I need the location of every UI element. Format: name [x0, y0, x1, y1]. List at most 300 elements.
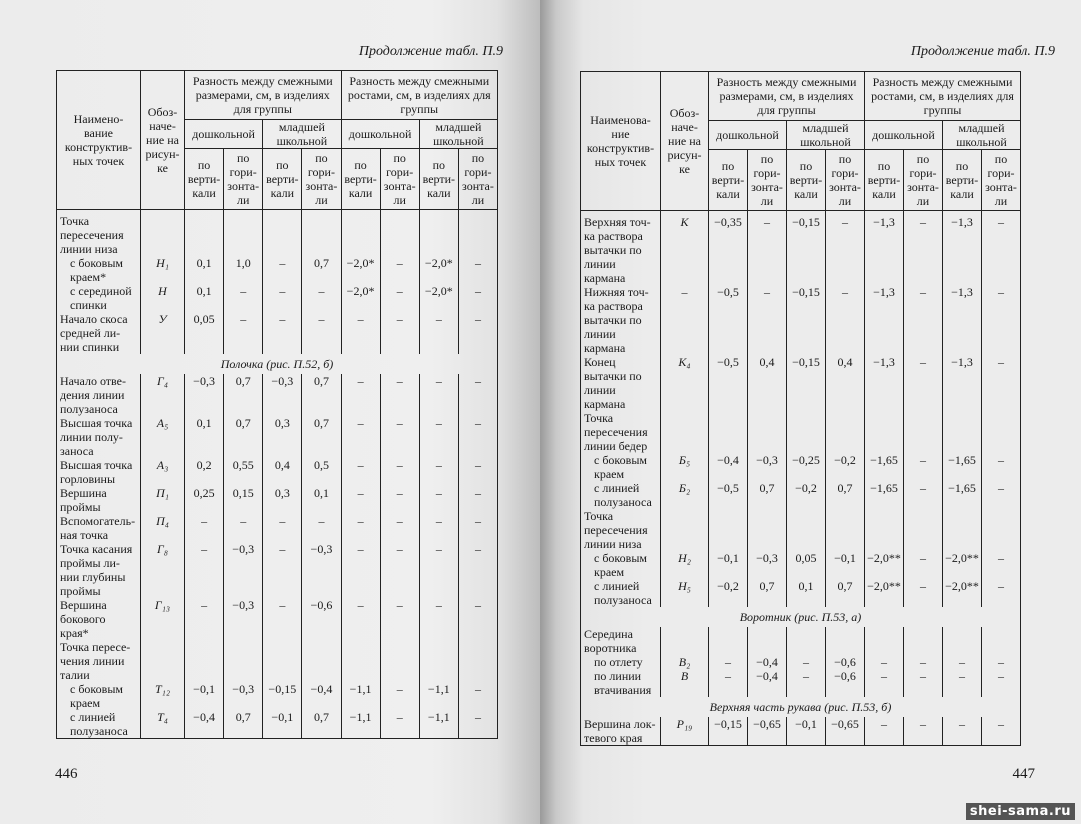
point-name: [57, 514, 141, 542]
value-cell: –: [419, 486, 458, 514]
table-row: [57, 416, 498, 458]
point-name: [57, 374, 141, 416]
designation: П₁: [141, 486, 185, 514]
text-line: чения линии: [60, 654, 125, 668]
value-cell: –: [904, 669, 943, 697]
value-cell: –: [380, 458, 419, 486]
point-name: [581, 579, 661, 607]
text-line: Точка: [584, 411, 614, 425]
value-cell: –: [982, 453, 1021, 481]
table-p9-right: [580, 71, 1021, 746]
section-title: Воротник (рис. П.53, а): [581, 607, 1021, 627]
table-row: [581, 579, 1021, 607]
value-cell: −0,3: [748, 453, 787, 481]
value-cell: [982, 411, 1021, 453]
value-cell: [904, 509, 943, 551]
value-cell: [185, 640, 224, 682]
text-line: дения линии: [60, 388, 125, 402]
text-line: краем: [594, 565, 625, 579]
value-cell: –: [341, 542, 380, 598]
header-horizontal: по гори-зонта-ли: [904, 150, 943, 211]
value-cell: –: [302, 312, 341, 354]
text-line: Наимено-: [73, 112, 124, 126]
value-cell: −0,25: [787, 453, 826, 481]
value-cell: −0,5: [709, 355, 748, 411]
header-designation: [661, 72, 709, 211]
header-group-heights: Разность между смежными ростами, см, в изделиях для группы: [341, 71, 498, 120]
value-cell: −0,2: [826, 453, 865, 481]
value-cell: −1,1: [419, 710, 458, 739]
value-cell: 0,1: [302, 486, 341, 514]
text-line: средней ли-: [60, 326, 121, 340]
value-cell: −1,65: [943, 453, 982, 481]
text-line: Нижняя точ-: [584, 285, 649, 299]
designation: Р₁₉: [661, 717, 709, 746]
value-cell: [224, 210, 263, 257]
value-cell: [380, 210, 419, 257]
value-cell: –: [709, 669, 748, 697]
value-cell: –: [982, 481, 1021, 509]
value-cell: [982, 509, 1021, 551]
value-cell: –: [263, 256, 302, 284]
text-line: пересечения: [584, 523, 648, 537]
page-number: 447: [1012, 766, 1035, 782]
value-cell: 0,25: [185, 486, 224, 514]
text-line: вытачки по: [584, 369, 642, 383]
text-line: Середина: [584, 627, 633, 641]
text-line: полузаноса: [70, 724, 128, 738]
text-line: кармана: [584, 397, 626, 411]
value-cell: 0,05: [185, 312, 224, 354]
value-cell: 0,1: [787, 579, 826, 607]
value-cell: –: [458, 542, 497, 598]
value-cell: –: [419, 312, 458, 354]
value-cell: –: [419, 374, 458, 416]
text-line: Обоз-: [147, 105, 178, 119]
point-name: [581, 481, 661, 509]
point-name: [581, 627, 661, 655]
table-row: [57, 514, 498, 542]
header-designation: [141, 71, 185, 210]
text-line: ние на: [146, 133, 179, 147]
text-line: с линией: [70, 710, 116, 724]
text-line: пересечения: [60, 228, 124, 242]
value-cell: –: [380, 256, 419, 284]
value-cell: –: [865, 717, 904, 746]
text-line: вание: [83, 126, 113, 140]
designation: Т₁₂: [141, 682, 185, 710]
header-horizontal: по гори-зонта-ли: [224, 149, 263, 210]
designation: [661, 411, 709, 453]
value-cell: –: [458, 514, 497, 542]
value-cell: –: [380, 598, 419, 640]
text-line: Вершина лок-: [584, 717, 656, 731]
value-cell: −2,0*: [341, 284, 380, 312]
value-cell: –: [341, 312, 380, 354]
value-cell: 0,1: [185, 416, 224, 458]
text-line: с линией: [594, 481, 640, 495]
value-cell: –: [865, 669, 904, 697]
value-cell: –: [904, 717, 943, 746]
table-header: [581, 72, 1021, 211]
value-cell: –: [982, 285, 1021, 355]
point-name: [581, 717, 661, 746]
text-line: с боковым: [594, 551, 647, 565]
value-cell: −1,3: [865, 355, 904, 411]
value-cell: –: [748, 211, 787, 286]
value-cell: 0,7: [224, 710, 263, 739]
table-row: [581, 481, 1021, 509]
value-cell: [748, 509, 787, 551]
value-cell: –: [982, 355, 1021, 411]
text-line: ние: [611, 127, 630, 141]
value-cell: −0,1: [185, 682, 224, 710]
text-line: Обоз-: [669, 106, 700, 120]
value-cell: −0,1: [826, 551, 865, 579]
value-cell: −0,15: [709, 717, 748, 746]
text-line: с боковым: [70, 256, 123, 270]
value-cell: −0,3: [748, 551, 787, 579]
value-cell: −1,65: [943, 481, 982, 509]
value-cell: [943, 627, 982, 655]
value-cell: –: [263, 542, 302, 598]
value-cell: −0,4: [185, 710, 224, 739]
value-cell: –: [982, 717, 1021, 746]
value-cell: –: [748, 285, 787, 355]
point-name: [581, 453, 661, 481]
value-cell: [341, 210, 380, 257]
text-line: втачивания: [594, 683, 652, 697]
value-cell: [709, 627, 748, 655]
text-line: полузаноса: [594, 495, 652, 509]
designation: Н₅: [661, 579, 709, 607]
value-cell: 1,0: [224, 256, 263, 284]
designation: В₂: [661, 655, 709, 669]
value-cell: –: [826, 211, 865, 286]
value-cell: [826, 411, 865, 453]
table-row: [581, 453, 1021, 481]
text-line: нии спинки: [60, 340, 120, 354]
header-horizontal: по гори-зонта-ли: [748, 150, 787, 211]
value-cell: –: [982, 669, 1021, 697]
table-row: [57, 284, 498, 312]
value-cell: −0,15: [787, 285, 826, 355]
value-cell: −0,5: [709, 285, 748, 355]
value-cell: 0,1: [185, 284, 224, 312]
value-cell: –: [380, 374, 419, 416]
text-line: вытачки по: [584, 243, 642, 257]
designation: К₄: [661, 355, 709, 411]
value-cell: −1,3: [865, 285, 904, 355]
value-cell: −2,0**: [865, 551, 904, 579]
value-cell: −0,4: [709, 453, 748, 481]
value-cell: [748, 411, 787, 453]
value-cell: 0,7: [826, 579, 865, 607]
value-cell: –: [904, 579, 943, 607]
table-row: [581, 717, 1021, 746]
text-line: ная точка: [60, 528, 109, 542]
value-cell: 0,05: [787, 551, 826, 579]
value-cell: –: [302, 514, 341, 542]
text-line: Точка: [584, 509, 614, 523]
value-cell: –: [458, 486, 497, 514]
header-vertical: по верти-кали: [263, 149, 302, 210]
value-cell: −0,5: [709, 481, 748, 509]
designation: А₅: [141, 416, 185, 458]
text-line: с серединой: [70, 284, 132, 298]
value-cell: [709, 509, 748, 551]
value-cell: –: [458, 710, 497, 739]
value-cell: 0,15: [224, 486, 263, 514]
value-cell: −0,6: [826, 669, 865, 697]
value-cell: –: [826, 285, 865, 355]
value-cell: −0,2: [787, 481, 826, 509]
header-junior-school: младшей школьной: [263, 120, 341, 149]
text-line: линии: [584, 327, 616, 341]
text-line: конструктив-: [64, 140, 133, 154]
value-cell: [787, 627, 826, 655]
value-cell: 0,1: [185, 256, 224, 284]
value-cell: [709, 411, 748, 453]
value-cell: –: [224, 514, 263, 542]
designation: –: [661, 285, 709, 355]
value-cell: –: [904, 211, 943, 286]
point-name: [581, 509, 661, 551]
value-cell: –: [380, 312, 419, 354]
designation: [661, 627, 709, 655]
value-cell: −0,1: [787, 717, 826, 746]
value-cell: –: [904, 285, 943, 355]
value-cell: –: [224, 312, 263, 354]
text-line: линии бедер: [584, 439, 648, 453]
site-watermark: shei-sama.ru: [966, 803, 1075, 820]
text-line: с боковым: [594, 453, 647, 467]
value-cell: −0,6: [826, 655, 865, 669]
value-cell: –: [458, 256, 497, 284]
designation: Г₄: [141, 374, 185, 416]
header-horizontal: по гори-зонта-ли: [302, 149, 341, 210]
designation: [661, 509, 709, 551]
value-cell: 0,7: [826, 481, 865, 509]
designation: Б₅: [661, 453, 709, 481]
value-cell: [224, 640, 263, 682]
header-vertical: по верти-кали: [865, 150, 904, 211]
table-row: [57, 210, 498, 257]
table-row: [581, 411, 1021, 453]
value-cell: –: [185, 598, 224, 640]
value-cell: −1,3: [943, 285, 982, 355]
table-row: [581, 655, 1021, 669]
value-cell: 0,4: [826, 355, 865, 411]
designation: [141, 640, 185, 682]
text-line: полузаноса: [60, 402, 118, 416]
header-preschool: дошкольной: [709, 121, 787, 150]
point-name: [57, 542, 141, 598]
text-line: ка раствора: [584, 229, 643, 243]
value-cell: 0,5: [302, 458, 341, 486]
text-line: полузаноса: [594, 593, 652, 607]
value-cell: –: [982, 211, 1021, 286]
value-cell: –: [380, 542, 419, 598]
text-line: Точка пересе-: [60, 640, 131, 654]
value-cell: −1,3: [865, 211, 904, 286]
table-row: [581, 627, 1021, 655]
value-cell: –: [419, 514, 458, 542]
text-line: кармана: [584, 341, 626, 355]
text-line: Вершина: [60, 486, 107, 500]
text-line: ке: [679, 162, 690, 176]
value-cell: −2,0*: [341, 256, 380, 284]
value-cell: −2,0**: [943, 551, 982, 579]
value-cell: 0,7: [224, 416, 263, 458]
value-cell: 0,7: [302, 374, 341, 416]
value-cell: −0,4: [302, 682, 341, 710]
designation: К: [661, 211, 709, 286]
value-cell: –: [709, 655, 748, 669]
value-cell: 0,7: [302, 710, 341, 739]
running-head: Продолжение табл. П.9: [358, 44, 503, 59]
value-cell: –: [419, 542, 458, 598]
value-cell: –: [341, 374, 380, 416]
value-cell: –: [341, 486, 380, 514]
value-cell: −0,3: [263, 374, 302, 416]
point-name: [57, 284, 141, 312]
text-line: тевого края: [584, 731, 643, 745]
value-cell: [943, 509, 982, 551]
value-cell: [341, 640, 380, 682]
value-cell: −1,65: [865, 453, 904, 481]
value-cell: –: [787, 669, 826, 697]
table-row: [581, 551, 1021, 579]
text-line: Точка касания: [60, 542, 133, 556]
value-cell: [458, 640, 497, 682]
value-cell: –: [380, 682, 419, 710]
value-cell: [263, 640, 302, 682]
value-cell: –: [419, 458, 458, 486]
value-cell: –: [904, 481, 943, 509]
point-name: [57, 416, 141, 458]
value-cell: –: [419, 416, 458, 458]
value-cell: 0,7: [302, 256, 341, 284]
right-page: [540, 0, 1081, 824]
section-row: [57, 354, 498, 374]
value-cell: [787, 411, 826, 453]
text-line: Начало отве-: [60, 374, 126, 388]
value-cell: 0,3: [263, 486, 302, 514]
value-cell: −0,3: [302, 542, 341, 598]
text-line: наче-: [149, 119, 176, 133]
text-line: линии низа: [60, 242, 118, 256]
value-cell: −2,0*: [419, 284, 458, 312]
value-cell: [865, 627, 904, 655]
table-row: [57, 640, 498, 682]
value-cell: –: [341, 458, 380, 486]
table-body: [57, 210, 498, 739]
value-cell: −1,3: [943, 211, 982, 286]
text-line: краем*: [70, 270, 107, 284]
designation: Н₁: [141, 256, 185, 284]
value-cell: [748, 627, 787, 655]
text-line: рисун-: [145, 147, 180, 161]
value-cell: [458, 210, 497, 257]
value-cell: –: [263, 598, 302, 640]
value-cell: [263, 210, 302, 257]
table-row: [581, 669, 1021, 697]
text-line: бокового: [60, 612, 106, 626]
header-name: [57, 71, 141, 210]
header-preschool: дошкольной: [185, 120, 263, 149]
value-cell: –: [865, 655, 904, 669]
table-p9-left: [56, 70, 498, 739]
value-cell: [302, 640, 341, 682]
value-cell: −0,3: [185, 374, 224, 416]
header-horizontal: по гори-зонта-ли: [982, 150, 1021, 211]
header-vertical: по верти-кали: [341, 149, 380, 210]
value-cell: –: [302, 284, 341, 312]
text-line: воротника: [584, 641, 637, 655]
text-line: Начало скоса: [60, 312, 128, 326]
table-row: [57, 486, 498, 514]
text-line: с боковым: [70, 682, 123, 696]
section-row: [581, 607, 1021, 627]
value-cell: −1,3: [943, 355, 982, 411]
value-cell: –: [458, 682, 497, 710]
designation: Т₄: [141, 710, 185, 739]
designation: Г₈: [141, 542, 185, 598]
table-row: [581, 211, 1021, 286]
designation: Г₁₃: [141, 598, 185, 640]
value-cell: –: [982, 551, 1021, 579]
text-line: по отлету: [594, 655, 643, 669]
value-cell: −0,15: [263, 682, 302, 710]
value-cell: −0,65: [748, 717, 787, 746]
text-line: линии полу-: [60, 430, 123, 444]
value-cell: –: [380, 284, 419, 312]
designation: Б₂: [661, 481, 709, 509]
header-group-sizes: Разность между смежными размерами, см, в изделиях для группы: [185, 71, 342, 120]
value-cell: –: [419, 598, 458, 640]
value-cell: –: [263, 312, 302, 354]
value-cell: −0,35: [709, 211, 748, 286]
point-name: [581, 355, 661, 411]
value-cell: [185, 210, 224, 257]
value-cell: –: [943, 655, 982, 669]
point-name: [581, 655, 661, 669]
value-cell: –: [787, 655, 826, 669]
point-name: [57, 458, 141, 486]
text-line: пересечения: [584, 425, 648, 439]
value-cell: −1,1: [341, 710, 380, 739]
text-line: краем: [594, 467, 625, 481]
text-line: талии: [60, 668, 90, 682]
value-cell: 0,3: [263, 416, 302, 458]
value-cell: –: [380, 416, 419, 458]
header-horizontal: по гори-зонта-ли: [826, 150, 865, 211]
value-cell: [826, 509, 865, 551]
value-cell: 0,7: [302, 416, 341, 458]
value-cell: –: [458, 284, 497, 312]
value-cell: –: [380, 710, 419, 739]
value-cell: –: [904, 355, 943, 411]
value-cell: −2,0**: [943, 579, 982, 607]
value-cell: –: [341, 598, 380, 640]
value-cell: –: [185, 514, 224, 542]
value-cell: –: [982, 579, 1021, 607]
text-line: ных точек: [72, 154, 125, 168]
designation: П₄: [141, 514, 185, 542]
text-line: нии глубины: [60, 570, 126, 584]
table-row: [581, 509, 1021, 551]
